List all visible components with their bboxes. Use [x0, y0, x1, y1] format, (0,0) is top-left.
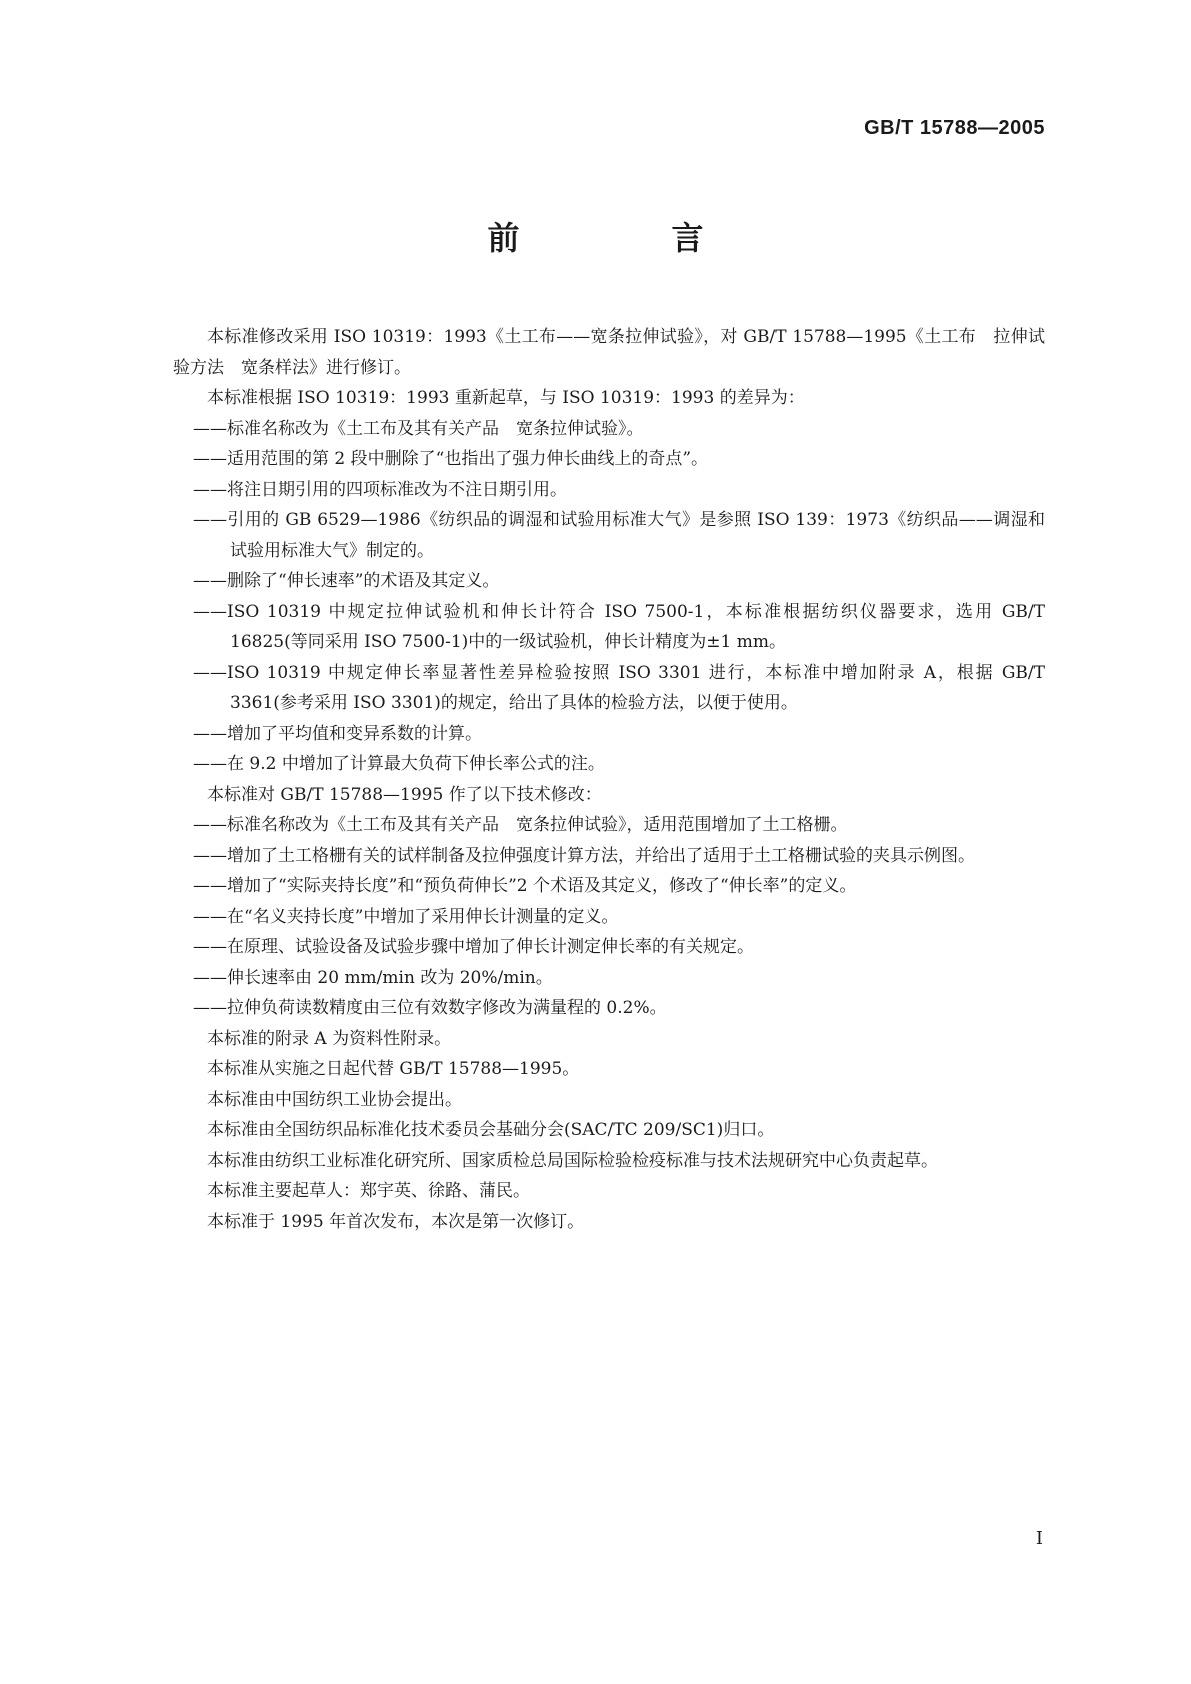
list-item: ——将注日期引用的四项标准改为不注日期引用。	[193, 479, 567, 500]
list-item: ——标准名称改为《土工布及其有关产品 宽条拉伸试验》。	[193, 418, 644, 439]
list-item: ——适用范围的第 2 段中删除了“也指出了强力伸长曲线上的奇点”。	[193, 449, 709, 469]
standard-code: GB/T 15788—2005	[864, 117, 1045, 139]
paragraph: 本标准从实施之日起代替 GB/T 15788—1995。	[207, 1059, 580, 1079]
page-number: I	[1035, 1528, 1043, 1549]
paragraph: 本标准于 1995 年首次发布，本次是第一次修订。	[207, 1211, 585, 1232]
list-item: ——在 9.2 中增加了计算最大负荷下伸长率公式的注。	[193, 754, 605, 774]
page-title: 前 言	[487, 219, 764, 257]
paragraph: 本标准由全国纺织品标准化技术委员会基础分会(SAC/TC 209/SC1)归口。	[207, 1120, 775, 1140]
list-item: ——标准名称改为《土工布及其有关产品 宽条拉伸试验》，适用范围增加了土工格栅。	[193, 815, 848, 835]
list-item: ——伸长速率由 20 mm/min 改为 20%/min。	[193, 967, 553, 988]
paragraph: 本标准根据 ISO 10319：1993 重新起草，与 ISO 10319：1993 的差异为：	[207, 388, 805, 408]
list-item: ——拉伸负荷读数精度由三位有效数字修改为满量程的 0.2%。	[193, 998, 667, 1018]
paragraph: 本标准的附录 A 为资料性附录。	[207, 1028, 452, 1049]
paragraph: 本标准主要起草人：郑宇英、徐路、蒲民。	[207, 1181, 530, 1201]
paragraph: 本标准由纺织工业标准化研究所、国家质检总局国际检验检疫标准与技术法规研究中心负责起草。	[207, 1150, 938, 1171]
list-item: ——增加了平均值和变异系数的计算。	[193, 723, 482, 744]
list-item: ——增加了土工格栅有关的试样制备及拉伸强度计算方法，并给出了适用于土工格栅试验的夹具示例图。	[193, 845, 975, 866]
foreword-body	[173, 322, 1045, 1237]
paragraph: 本标准对 GB/T 15788—1995 作了以下技术修改：	[207, 784, 602, 805]
list-item: ——ISO 10319 中规定拉伸试验机和伸长计符合 ISO 7500-1，本标准根据纺织仪器要求，选用 GB/T 16825(等同采用 ISO 7500-1)中的一级试验机，伸长计精度为±1 mm。	[193, 601, 1045, 652]
list-item: ——引用的 GB 6529—1986《纺织品的调湿和试验用标准大气》是参照 ISO 139：1973《纺织品——调湿和试验用标准大气》制定的。	[193, 510, 1045, 561]
list-item: ——在“名义夹持长度”中增加了采用伸长计测量的定义。	[193, 906, 619, 927]
list-item: ——在原理、试验设备及试验步骤中增加了伸长计测定伸长率的有关规定。	[193, 937, 754, 957]
list-item: ——增加了“实际夹持长度”和“预负荷伸长”2 个术语及其定义，修改了“伸长率”的定义。	[193, 876, 857, 896]
list-item: ——ISO 10319 中规定伸长率显著性差异检验按照 ISO 3301 进行，本标准中增加附录 A，根据 GB/T 3361(参考采用 ISO 3301)的规定，给出了具体的检验方法，以便于使用。	[193, 662, 1045, 713]
paragraph: 本标准由中国纺织工业协会提出。	[207, 1089, 462, 1110]
paragraph: 本标准修改采用 ISO 10319：1993《土工布——宽条拉伸试验》，对 GB/T 15788—1995《土工布 拉伸试验方法 宽条样法》进行修订。	[173, 327, 1045, 378]
list-item: ——删除了“伸长速率”的术语及其定义。	[193, 571, 500, 591]
